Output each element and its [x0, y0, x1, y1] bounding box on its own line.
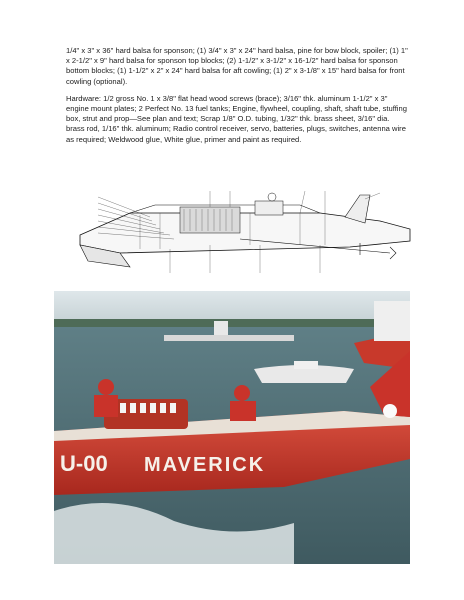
hardware-paragraph: Hardware: 1/2 gross No. 1 x 3/8" flat head wood screws (brace); 3/16" thk. aluminum 1-1/2" x 3" engine mount plates; 2 Perfect No. 13 fuel tanks; Engine, flywheel, coupling, shaft, shaft tube, stuffing box, strut and prop—See plan and text; Scrap 1/8" O.D. tubing, 1/32" thk. brass sheet, 3/16" dia. brass rod, 1/16" thk. aluminum; Radio control receiver, servo, batteries, plugs, switches, antenna wire as required; Weldwood glue, White glue, primer and paint as required.	[66, 93, 407, 144]
parts-list	[66, 46, 408, 152]
boat-cutaway-diagram	[60, 183, 416, 281]
materials-paragraph: 1/4" x 3" x 36" hard balsa for sponson; (1) 3/4" x 3" x 24" hard balsa, pine for bow block, spoiler; (1) 1" x 2-1/2" x 9" hard balsa for sponson top blocks; (2) 1-1/2" x 3-1/2" x 16-1/2" hard balsa for sponson bottom blocks; (1) 1-1/2" x 2" x 24" hard balsa for aft cowling; (1) 2" x 3-1/8" x 15" hard balsa for front cowling (optional).	[66, 46, 408, 86]
hull-number: U-00	[60, 451, 108, 476]
boat-name: MAVERICK	[144, 454, 266, 476]
hydroplane-photo	[54, 291, 410, 564]
